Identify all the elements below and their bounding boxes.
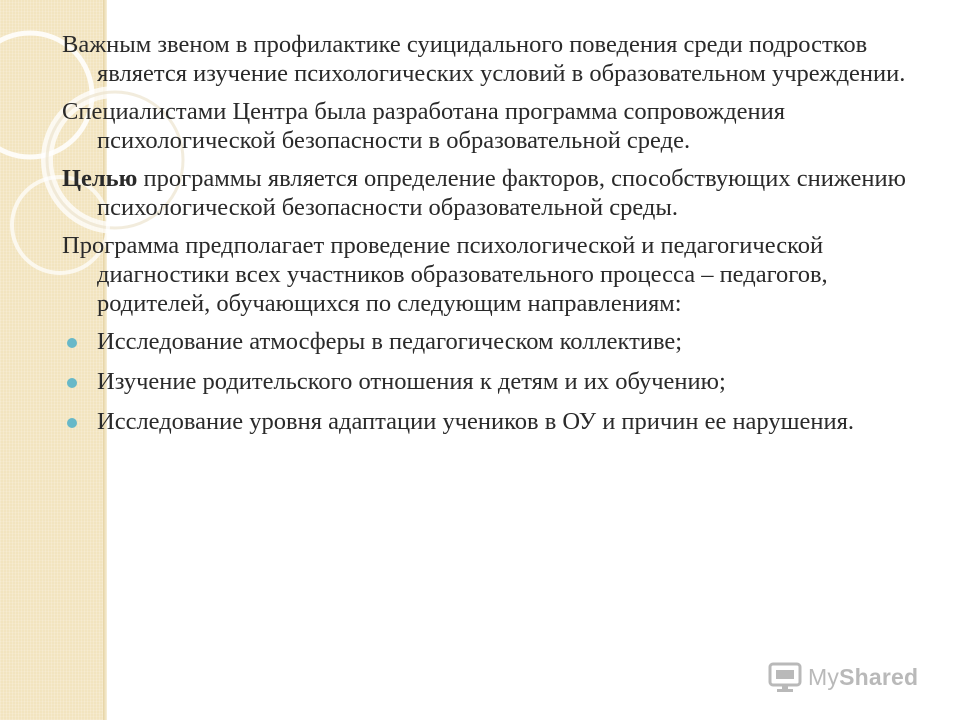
list-item: Исследование уровня адаптации учеников в ОУ и причин ее нарушения. [62,407,912,436]
bullet-dot-icon [67,378,77,388]
list-item: Исследование атмосферы в педагогическом коллективе; [62,327,912,356]
watermark-my: My [808,663,840,690]
bullet-dot-icon [67,338,77,348]
paragraph: Специалистами Центра была разработана программа сопровождения психологической безопасности в образовательной среде. [62,98,786,154]
slide-body [62,30,912,447]
bullet-list [62,327,912,436]
paragraph-goal: Целью программы является определение факторов, способствующих снижению психологической безопасности образовательной среды. [62,165,906,221]
paragraph: Важным звеном в профилактике суицидального поведения среди подростков является изучение психологических условий в образовательном учреждении. [62,31,906,87]
bullet-dot-icon [67,418,77,428]
mysahred-logo-icon [768,662,802,692]
goal-keyword: Целью [62,165,138,192]
watermark-shared: Shared [839,663,919,690]
mysahred-watermark [768,659,918,695]
list-item: Изучение родительского отношения к детям и их обучению; [62,367,912,396]
paragraph: Программа предполагает проведение психологической и педагогической диагностики всех участников образовательного процесса – педагогов, родителей, обучающихся по следующим направлениям: [62,232,828,317]
